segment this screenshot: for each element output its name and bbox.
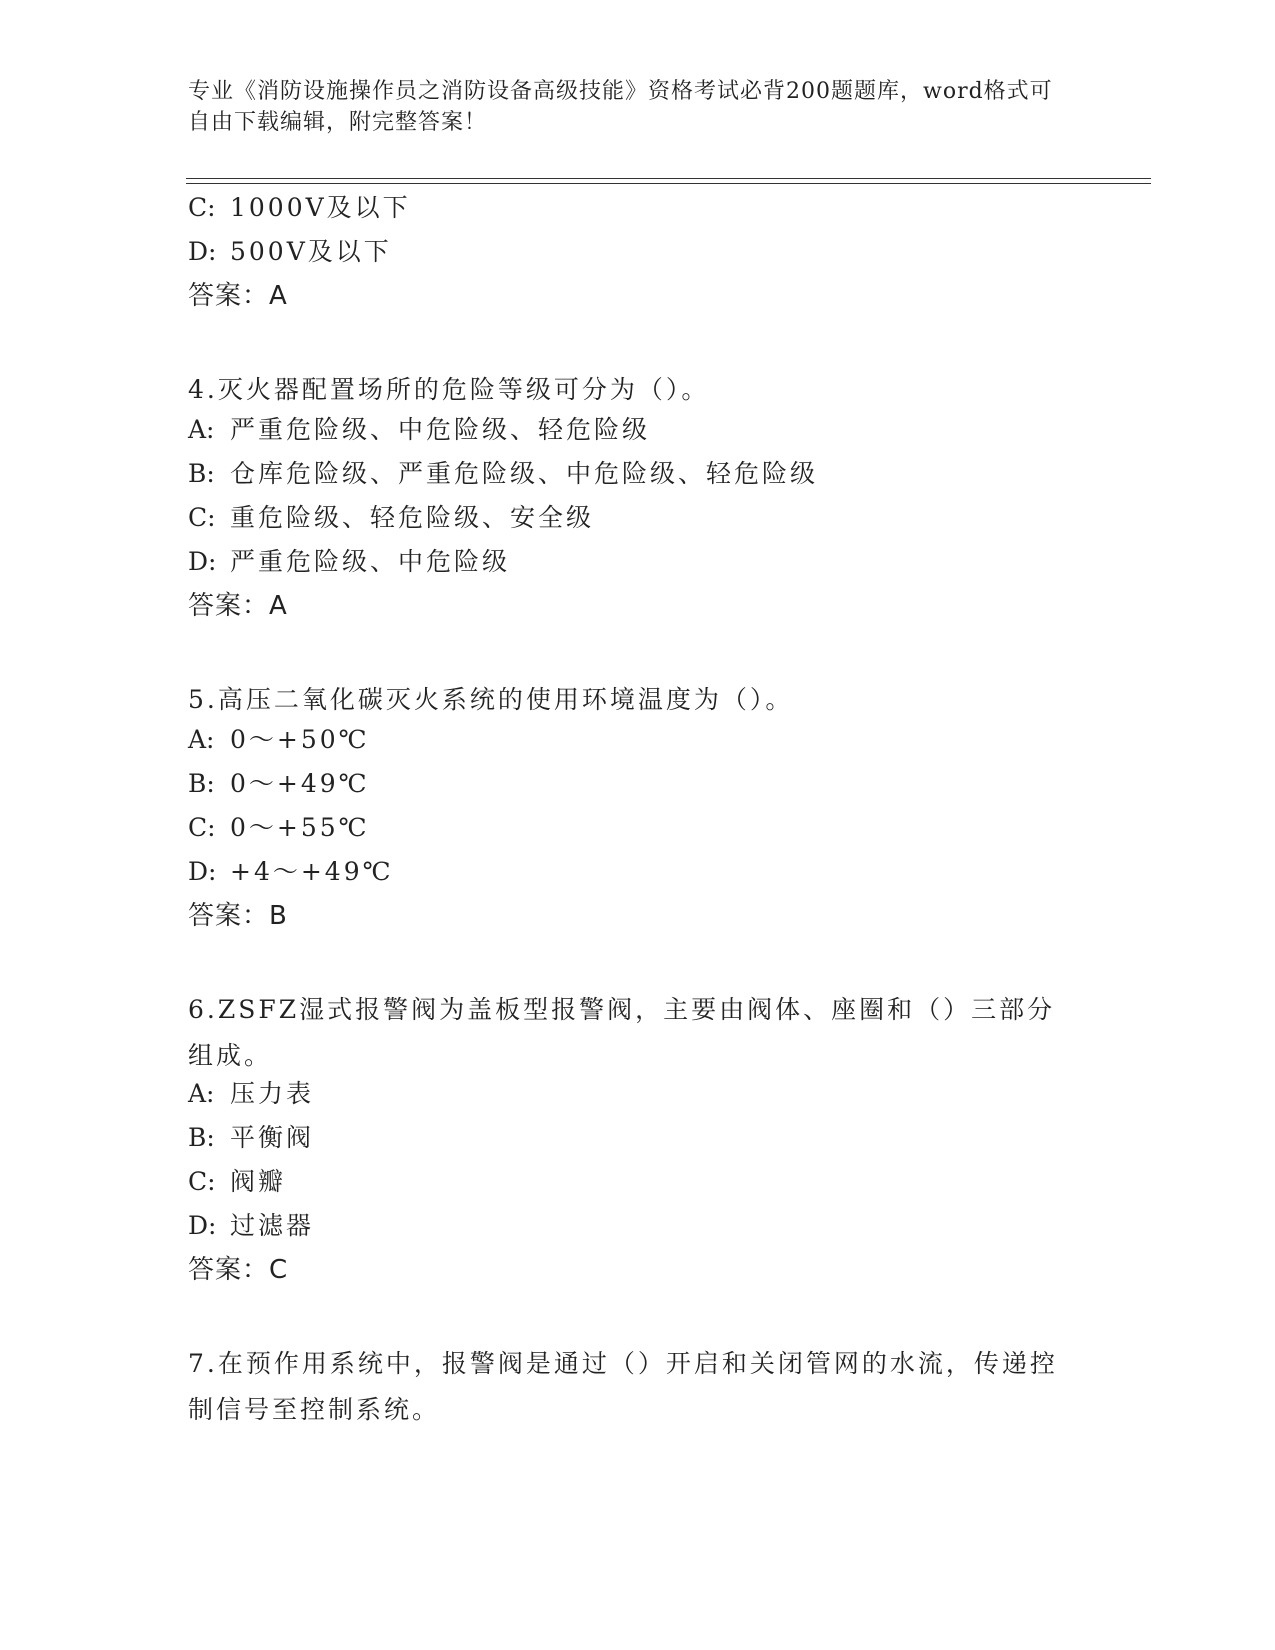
option-text: 严重危险级、中危险级 [230,547,511,576]
q6-question: 6.ZSFZ湿式报警阀为盖板型报警阀，主要由阀体、座圈和（）三部分组成。 [188,995,1056,1070]
q5-option-c [188,813,370,843]
q5-option-d [188,857,394,887]
option-text: 500V及以下 [230,237,392,266]
option-key: A: [188,1079,215,1108]
option-key: D: [188,237,217,266]
option-text: 0～+50℃ [230,725,370,754]
header-divider-top [186,178,1151,179]
q3-option-c [188,193,411,223]
option-text: 过滤器 [230,1211,315,1240]
option-text: 压力表 [230,1079,315,1108]
q6-option-b [188,1123,314,1153]
q4-answer: 答案：A [188,591,288,621]
option-text: 阀瓣 [230,1167,287,1196]
q5-option-b [188,769,370,799]
option-text: 1000V及以下 [230,193,411,222]
option-key: B: [188,769,215,798]
q4-option-b [188,459,818,489]
document-header: 专业《消防设施操作员之消防设备高级技能》资格考试必背200题题库，word格式可自由下载编辑，附完整答案！ [188,79,1053,135]
option-key: D: [188,547,217,576]
q6-option-a [188,1079,314,1109]
option-key: B: [188,459,215,488]
header-divider-bottom [186,183,1151,184]
q3-option-d [188,237,392,267]
q4-option-d [188,547,510,577]
option-text: 0～+49℃ [230,769,370,798]
q5-question: 5.高压二氧化碳灭火系统的使用环境温度为（）。 [188,685,794,714]
option-key: A: [188,725,215,754]
option-key: C: [188,503,216,532]
option-text: 严重危险级、中危险级、轻危险级 [230,415,651,444]
option-text: 重危险级、轻危险级、安全级 [230,503,595,532]
q6-option-d [188,1211,314,1241]
option-key: C: [188,813,216,842]
option-key: C: [188,193,216,222]
q6-option-c [188,1167,286,1197]
option-key: C: [188,1167,216,1196]
q4-question: 4.灭火器配置场所的危险等级可分为（）。 [188,375,710,404]
q4-option-c [188,503,594,533]
option-text: +4～+49℃ [230,857,394,886]
option-key: B: [188,1123,215,1152]
q5-option-a [188,725,370,755]
q4-option-a [188,415,650,445]
option-key: D: [188,1211,217,1240]
q6-answer: 答案：C [188,1255,289,1285]
option-text: 0～+55℃ [230,813,370,842]
option-text: 平衡阀 [230,1123,315,1152]
option-text: 仓库危险级、严重危险级、中危险级、轻危险级 [230,459,819,488]
q3-answer: 答案：A [188,281,288,311]
option-key: A: [188,415,215,444]
q7-question: 7.在预作用系统中，报警阀是通过（）开启和关闭管网的水流，传递控制信号至控制系统。 [188,1349,1058,1424]
q5-answer: 答案：B [188,901,288,931]
option-key: D: [188,857,217,886]
